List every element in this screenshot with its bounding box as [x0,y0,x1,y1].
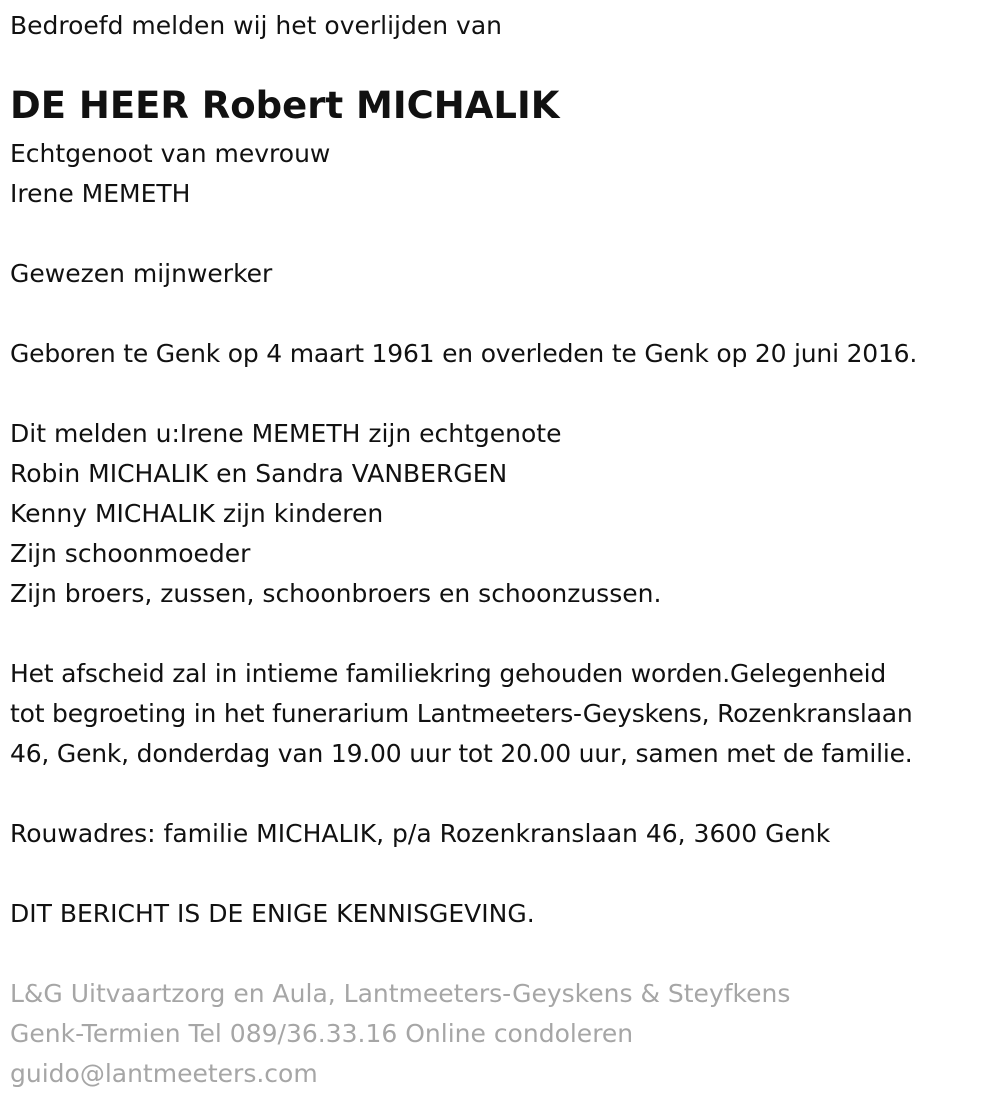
birth-death-block [10,334,917,374]
only-notice-text: DIT BERICHT IS DE ENIGE KENNISGEVING. [10,899,535,928]
farewell-line: tot begroeting in het funerarium Lantmeeters-Geyskens, Rozenkranslaan [10,699,913,728]
farewell-line: 46, Genk, donderdag van 19.00 uur tot 20.00 uur, samen met de familie. [10,739,913,768]
occupation-text: Gewezen mijnwerker [10,259,273,288]
family-line: Robin MICHALIK en Sandra VANBERGEN [10,459,508,488]
spouse-line: Echtgenoot van mevrouw [10,139,331,168]
family-line: Kenny MICHALIK zijn kinderen [10,499,384,528]
family-line: Dit melden u:Irene MEMETH zijn echtgenote [10,419,562,448]
farewell-block [10,654,913,774]
family-line: Zijn schoonmoeder [10,539,251,568]
intro-text: Bedroefd melden wij het overlijden van [10,11,502,40]
birth-death-text: Geboren te Genk op 4 maart 1961 en overleden te Genk op 20 juni 2016. [10,339,918,368]
farewell-line: Het afscheid zal in intieme familiekring gehouden worden.Gelegenheid [10,659,887,688]
deceased-name: DE HEER Robert MICHALIK [10,84,560,127]
undertaker-block [10,974,790,1094]
undertaker-line: Genk-Termien Tel 089/36.33.16 Online condoleren [10,1019,634,1048]
spouse-line: Irene MEMETH [10,179,191,208]
undertaker-line: L&G Uitvaartzorg en Aula, Lantmeeters-Geyskens & Steyfkens [10,979,791,1008]
mourning-address-block [10,814,830,854]
mourning-address: Rouwadres: familie MICHALIK, p/a Rozenkranslaan 46, 3600 Genk [10,819,831,848]
undertaker-email: guido@lantmeeters.com [10,1059,318,1088]
only-notice-block [10,894,535,934]
announced-by-block [10,414,661,614]
family-line: Zijn broers, zussen, schoonbroers en schoonzussen. [10,579,662,608]
spouse-block [10,134,330,214]
occupation-block [10,254,272,294]
